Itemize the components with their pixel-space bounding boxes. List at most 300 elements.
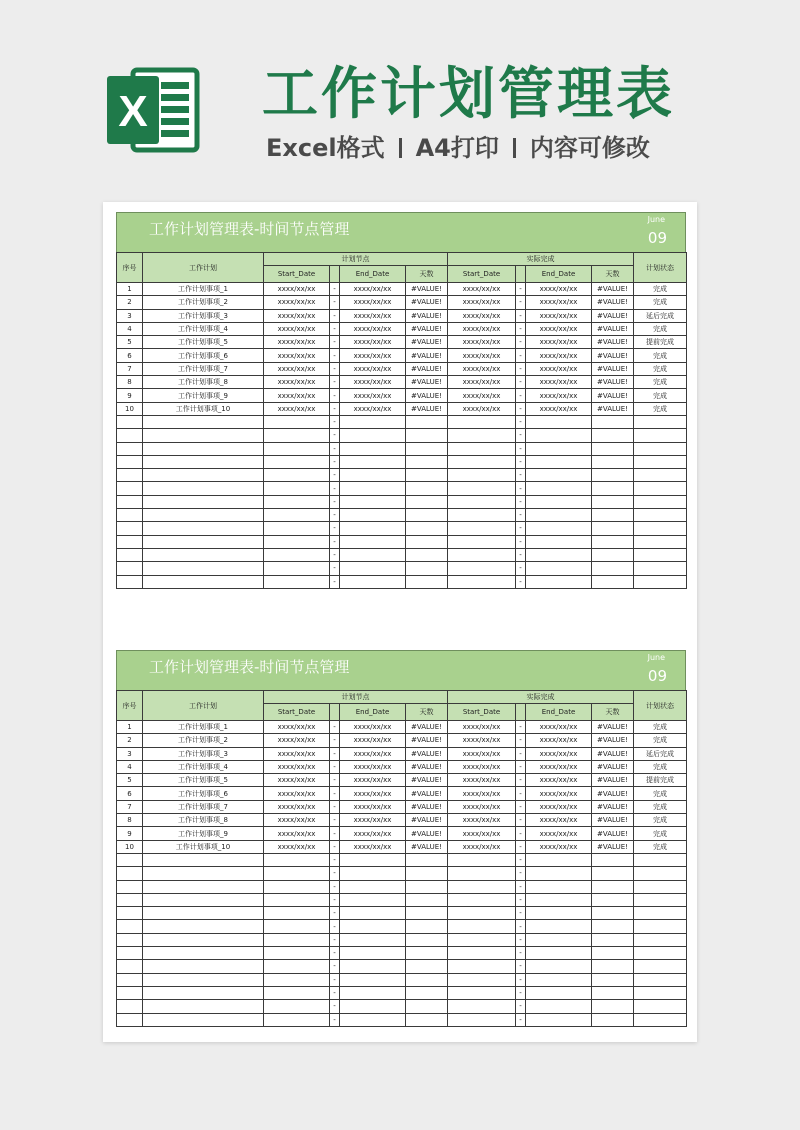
cell-a-end[interactable]: xxxx/xx/xx [526,734,592,747]
cell-empty[interactable]: - [516,947,526,960]
cell-a-start[interactable]: xxxx/xx/xx [448,283,516,296]
cell-empty[interactable] [592,562,634,575]
cell-empty[interactable] [264,907,330,920]
cell-a-end[interactable]: xxxx/xx/xx [526,827,592,840]
cell-empty[interactable]: - [516,960,526,973]
cell-empty[interactable] [143,867,264,880]
cell-empty[interactable]: - [516,933,526,946]
cell-status[interactable]: 完成 [634,322,687,335]
cell-status[interactable]: 完成 [634,362,687,375]
cell-item[interactable]: 工作计划事项_3 [143,747,264,760]
cell-p-sep[interactable]: - [330,774,340,787]
cell-empty[interactable] [143,907,264,920]
cell-no[interactable]: 9 [117,389,143,402]
cell-p-start[interactable]: xxxx/xx/xx [264,827,330,840]
cell-empty[interactable] [340,509,406,522]
cell-a-days[interactable]: #VALUE! [592,774,634,787]
cell-empty[interactable] [143,853,264,866]
cell-empty[interactable]: - [516,907,526,920]
cell-empty[interactable] [448,973,516,986]
cell-empty[interactable] [406,482,448,495]
cell-empty[interactable] [264,986,330,999]
cell-empty[interactable] [117,522,143,535]
cell-p-end[interactable]: xxxx/xx/xx [340,787,406,800]
cell-empty[interactable] [340,907,406,920]
cell-p-days[interactable]: #VALUE! [406,760,448,773]
cell-empty[interactable] [340,482,406,495]
cell-empty[interactable] [340,933,406,946]
cell-empty[interactable] [264,973,330,986]
cell-empty[interactable] [634,535,687,548]
cell-a-days[interactable]: #VALUE! [592,402,634,415]
cell-empty[interactable] [448,562,516,575]
cell-empty[interactable] [592,482,634,495]
cell-empty[interactable] [143,509,264,522]
cell-empty[interactable]: - [330,455,340,468]
cell-a-days[interactable]: #VALUE! [592,283,634,296]
cell-empty[interactable]: - [330,442,340,455]
cell-empty[interactable] [634,907,687,920]
cell-empty[interactable] [634,947,687,960]
cell-a-sep[interactable]: - [516,747,526,760]
cell-p-days[interactable]: #VALUE! [406,747,448,760]
cell-p-start[interactable]: xxxx/xx/xx [264,721,330,734]
cell-empty[interactable] [264,455,330,468]
cell-empty[interactable] [340,867,406,880]
cell-p-start[interactable]: xxxx/xx/xx [264,760,330,773]
cell-p-sep[interactable]: - [330,389,340,402]
cell-a-sep[interactable]: - [516,376,526,389]
cell-empty[interactable] [448,853,516,866]
cell-p-days[interactable]: #VALUE! [406,376,448,389]
cell-empty[interactable] [117,482,143,495]
cell-p-end[interactable]: xxxx/xx/xx [340,389,406,402]
cell-empty[interactable]: - [330,469,340,482]
cell-a-end[interactable]: xxxx/xx/xx [526,322,592,335]
cell-empty[interactable] [340,535,406,548]
cell-empty[interactable]: - [516,469,526,482]
cell-empty[interactable] [634,455,687,468]
cell-a-start[interactable]: xxxx/xx/xx [448,787,516,800]
cell-empty[interactable] [526,535,592,548]
cell-empty[interactable]: - [330,867,340,880]
cell-p-sep[interactable]: - [330,827,340,840]
cell-p-end[interactable]: xxxx/xx/xx [340,309,406,322]
cell-empty[interactable] [592,495,634,508]
cell-empty[interactable] [143,482,264,495]
cell-empty[interactable] [526,482,592,495]
cell-empty[interactable] [634,575,687,588]
cell-empty[interactable] [448,535,516,548]
cell-empty[interactable] [117,469,143,482]
cell-item[interactable]: 工作计划事项_5 [143,774,264,787]
cell-empty[interactable] [634,548,687,561]
cell-empty[interactable] [634,429,687,442]
cell-empty[interactable] [340,522,406,535]
cell-empty[interactable]: - [516,880,526,893]
cell-a-end[interactable]: xxxx/xx/xx [526,760,592,773]
cell-status[interactable]: 完成 [634,283,687,296]
cell-empty[interactable] [340,429,406,442]
cell-empty[interactable] [340,893,406,906]
cell-empty[interactable] [340,947,406,960]
cell-empty[interactable] [264,495,330,508]
cell-a-start[interactable]: xxxx/xx/xx [448,362,516,375]
cell-a-end[interactable]: xxxx/xx/xx [526,349,592,362]
cell-p-days[interactable]: #VALUE! [406,787,448,800]
cell-a-end[interactable]: xxxx/xx/xx [526,296,592,309]
cell-no[interactable]: 1 [117,721,143,734]
cell-empty[interactable]: - [330,522,340,535]
cell-empty[interactable] [406,853,448,866]
cell-empty[interactable]: - [516,893,526,906]
cell-a-days[interactable]: #VALUE! [592,800,634,813]
cell-empty[interactable] [448,482,516,495]
cell-empty[interactable] [448,867,516,880]
cell-empty[interactable] [592,509,634,522]
cell-empty[interactable] [526,947,592,960]
cell-p-end[interactable]: xxxx/xx/xx [340,827,406,840]
cell-empty[interactable] [634,469,687,482]
cell-empty[interactable]: - [516,522,526,535]
cell-p-sep[interactable]: - [330,336,340,349]
cell-empty[interactable] [340,880,406,893]
cell-empty[interactable] [117,455,143,468]
cell-p-days[interactable]: #VALUE! [406,800,448,813]
cell-no[interactable]: 7 [117,800,143,813]
cell-empty[interactable] [264,469,330,482]
cell-empty[interactable] [526,907,592,920]
cell-a-sep[interactable]: - [516,840,526,853]
cell-empty[interactable] [340,920,406,933]
cell-empty[interactable]: - [516,509,526,522]
cell-p-days[interactable]: #VALUE! [406,349,448,362]
cell-empty[interactable]: - [330,986,340,999]
cell-empty[interactable] [406,973,448,986]
cell-a-sep[interactable]: - [516,827,526,840]
cell-empty[interactable] [264,535,330,548]
cell-empty[interactable] [117,535,143,548]
cell-no[interactable]: 2 [117,734,143,747]
cell-status[interactable]: 延后完成 [634,309,687,322]
cell-empty[interactable] [526,1013,592,1026]
cell-empty[interactable] [264,920,330,933]
cell-empty[interactable] [143,986,264,999]
cell-a-start[interactable]: xxxx/xx/xx [448,336,516,349]
cell-empty[interactable] [406,575,448,588]
cell-empty[interactable] [592,548,634,561]
cell-empty[interactable] [592,960,634,973]
cell-p-end[interactable]: xxxx/xx/xx [340,774,406,787]
cell-empty[interactable] [117,973,143,986]
cell-no[interactable]: 4 [117,322,143,335]
cell-p-sep[interactable]: - [330,734,340,747]
cell-empty[interactable]: - [330,920,340,933]
cell-empty[interactable]: - [516,1013,526,1026]
cell-status[interactable]: 完成 [634,389,687,402]
cell-status[interactable]: 完成 [634,814,687,827]
cell-empty[interactable]: - [516,575,526,588]
cell-empty[interactable] [592,1013,634,1026]
cell-p-days[interactable]: #VALUE! [406,336,448,349]
cell-p-start[interactable]: xxxx/xx/xx [264,322,330,335]
cell-empty[interactable] [526,469,592,482]
cell-empty[interactable] [448,893,516,906]
cell-empty[interactable] [340,1000,406,1013]
cell-a-start[interactable]: xxxx/xx/xx [448,840,516,853]
cell-empty[interactable] [143,535,264,548]
cell-empty[interactable] [340,853,406,866]
cell-empty[interactable] [634,1000,687,1013]
cell-empty[interactable] [634,973,687,986]
cell-p-end[interactable]: xxxx/xx/xx [340,840,406,853]
cell-empty[interactable] [143,920,264,933]
cell-empty[interactable] [592,429,634,442]
cell-a-days[interactable]: #VALUE! [592,296,634,309]
cell-empty[interactable]: - [330,947,340,960]
cell-empty[interactable] [448,548,516,561]
cell-empty[interactable]: - [330,535,340,548]
cell-empty[interactable] [406,880,448,893]
cell-a-days[interactable]: #VALUE! [592,734,634,747]
cell-a-sep[interactable]: - [516,362,526,375]
cell-empty[interactable] [143,455,264,468]
cell-empty[interactable]: - [330,880,340,893]
cell-empty[interactable] [526,920,592,933]
cell-empty[interactable] [526,986,592,999]
cell-empty[interactable] [406,986,448,999]
cell-no[interactable]: 9 [117,827,143,840]
cell-empty[interactable] [448,1000,516,1013]
cell-empty[interactable] [526,429,592,442]
cell-empty[interactable] [526,495,592,508]
cell-empty[interactable] [526,880,592,893]
cell-empty[interactable] [634,986,687,999]
cell-empty[interactable] [143,429,264,442]
cell-empty[interactable] [143,947,264,960]
cell-a-start[interactable]: xxxx/xx/xx [448,349,516,362]
cell-empty[interactable]: - [330,482,340,495]
cell-empty[interactable] [592,535,634,548]
cell-p-sep[interactable]: - [330,840,340,853]
cell-p-days[interactable]: #VALUE! [406,296,448,309]
cell-empty[interactable] [406,933,448,946]
cell-p-end[interactable]: xxxx/xx/xx [340,296,406,309]
cell-p-sep[interactable]: - [330,760,340,773]
cell-a-days[interactable]: #VALUE! [592,840,634,853]
cell-status[interactable]: 完成 [634,376,687,389]
cell-a-sep[interactable]: - [516,774,526,787]
cell-empty[interactable] [406,1013,448,1026]
cell-a-start[interactable]: xxxx/xx/xx [448,389,516,402]
cell-empty[interactable] [340,1013,406,1026]
cell-p-sep[interactable]: - [330,747,340,760]
cell-status[interactable]: 完成 [634,734,687,747]
cell-no[interactable]: 6 [117,787,143,800]
cell-p-end[interactable]: xxxx/xx/xx [340,760,406,773]
cell-p-days[interactable]: #VALUE! [406,309,448,322]
cell-empty[interactable]: - [330,495,340,508]
cell-empty[interactable] [448,495,516,508]
cell-empty[interactable] [264,1013,330,1026]
cell-item[interactable]: 工作计划事项_10 [143,402,264,415]
cell-a-sep[interactable]: - [516,760,526,773]
cell-empty[interactable] [340,469,406,482]
cell-empty[interactable] [592,880,634,893]
cell-p-sep[interactable]: - [330,322,340,335]
cell-empty[interactable]: - [330,429,340,442]
cell-empty[interactable] [117,947,143,960]
cell-empty[interactable] [143,442,264,455]
cell-empty[interactable] [526,933,592,946]
cell-empty[interactable] [406,562,448,575]
cell-empty[interactable] [592,469,634,482]
cell-a-sep[interactable]: - [516,787,526,800]
cell-empty[interactable]: - [516,973,526,986]
cell-empty[interactable]: - [330,562,340,575]
cell-empty[interactable] [117,509,143,522]
cell-p-end[interactable]: xxxx/xx/xx [340,362,406,375]
cell-empty[interactable] [634,562,687,575]
cell-empty[interactable] [448,442,516,455]
cell-p-end[interactable]: xxxx/xx/xx [340,734,406,747]
cell-empty[interactable] [264,867,330,880]
cell-status[interactable]: 完成 [634,840,687,853]
cell-empty[interactable] [406,415,448,428]
cell-a-days[interactable]: #VALUE! [592,349,634,362]
cell-item[interactable]: 工作计划事项_1 [143,721,264,734]
cell-a-sep[interactable]: - [516,734,526,747]
cell-empty[interactable] [264,893,330,906]
cell-empty[interactable] [264,880,330,893]
cell-p-start[interactable]: xxxx/xx/xx [264,376,330,389]
cell-status[interactable]: 完成 [634,402,687,415]
cell-empty[interactable] [117,880,143,893]
cell-empty[interactable] [264,853,330,866]
cell-a-sep[interactable]: - [516,296,526,309]
cell-p-start[interactable]: xxxx/xx/xx [264,840,330,853]
cell-a-sep[interactable]: - [516,283,526,296]
cell-empty[interactable] [592,1000,634,1013]
cell-empty[interactable] [340,575,406,588]
cell-a-end[interactable]: xxxx/xx/xx [526,840,592,853]
cell-item[interactable]: 工作计划事项_8 [143,376,264,389]
cell-p-start[interactable]: xxxx/xx/xx [264,283,330,296]
cell-empty[interactable] [406,907,448,920]
cell-empty[interactable]: - [330,1013,340,1026]
cell-empty[interactable] [634,495,687,508]
cell-empty[interactable] [592,920,634,933]
cell-p-end[interactable]: xxxx/xx/xx [340,283,406,296]
cell-empty[interactable] [526,509,592,522]
cell-empty[interactable] [592,522,634,535]
cell-empty[interactable] [448,960,516,973]
cell-empty[interactable] [592,933,634,946]
cell-empty[interactable] [592,893,634,906]
cell-empty[interactable] [143,522,264,535]
cell-empty[interactable] [526,960,592,973]
cell-empty[interactable]: - [330,933,340,946]
cell-empty[interactable] [143,893,264,906]
cell-empty[interactable]: - [516,535,526,548]
cell-a-start[interactable]: xxxx/xx/xx [448,760,516,773]
cell-empty[interactable] [448,880,516,893]
cell-empty[interactable] [634,522,687,535]
cell-empty[interactable] [117,575,143,588]
cell-status[interactable]: 完成 [634,787,687,800]
cell-empty[interactable] [526,867,592,880]
cell-empty[interactable]: - [516,920,526,933]
cell-item[interactable]: 工作计划事项_9 [143,389,264,402]
cell-no[interactable]: 3 [117,309,143,322]
cell-empty[interactable] [117,1000,143,1013]
cell-a-end[interactable]: xxxx/xx/xx [526,389,592,402]
cell-status[interactable]: 完成 [634,800,687,813]
cell-empty[interactable] [634,920,687,933]
cell-empty[interactable]: - [516,482,526,495]
cell-empty[interactable] [592,853,634,866]
cell-empty[interactable] [117,933,143,946]
cell-a-end[interactable]: xxxx/xx/xx [526,787,592,800]
cell-empty[interactable] [406,522,448,535]
cell-empty[interactable] [526,853,592,866]
cell-empty[interactable] [634,933,687,946]
cell-a-end[interactable]: xxxx/xx/xx [526,376,592,389]
cell-a-days[interactable]: #VALUE! [592,814,634,827]
cell-empty[interactable] [117,920,143,933]
cell-a-end[interactable]: xxxx/xx/xx [526,747,592,760]
cell-empty[interactable] [526,455,592,468]
cell-empty[interactable] [340,548,406,561]
cell-empty[interactable]: - [516,442,526,455]
cell-a-days[interactable]: #VALUE! [592,827,634,840]
cell-empty[interactable] [406,442,448,455]
cell-a-end[interactable]: xxxx/xx/xx [526,800,592,813]
cell-empty[interactable] [264,482,330,495]
cell-empty[interactable] [143,495,264,508]
cell-empty[interactable] [264,442,330,455]
cell-item[interactable]: 工作计划事项_1 [143,283,264,296]
cell-a-sep[interactable]: - [516,322,526,335]
cell-empty[interactable] [340,455,406,468]
cell-empty[interactable] [143,1013,264,1026]
cell-empty[interactable] [143,973,264,986]
cell-empty[interactable] [143,415,264,428]
cell-empty[interactable]: - [330,548,340,561]
cell-empty[interactable]: - [516,1000,526,1013]
cell-a-start[interactable]: xxxx/xx/xx [448,800,516,813]
cell-empty[interactable]: - [330,960,340,973]
cell-a-days[interactable]: #VALUE! [592,362,634,375]
cell-p-sep[interactable]: - [330,362,340,375]
cell-empty[interactable] [406,495,448,508]
cell-empty[interactable] [448,415,516,428]
cell-item[interactable]: 工作计划事项_4 [143,760,264,773]
cell-a-sep[interactable]: - [516,721,526,734]
cell-empty[interactable]: - [330,1000,340,1013]
cell-empty[interactable] [143,960,264,973]
cell-p-days[interactable]: #VALUE! [406,322,448,335]
cell-a-days[interactable]: #VALUE! [592,760,634,773]
cell-a-start[interactable]: xxxx/xx/xx [448,747,516,760]
cell-p-start[interactable]: xxxx/xx/xx [264,389,330,402]
cell-empty[interactable] [526,442,592,455]
cell-item[interactable]: 工作计划事项_9 [143,827,264,840]
cell-p-sep[interactable]: - [330,800,340,813]
cell-empty[interactable] [526,562,592,575]
cell-empty[interactable] [592,415,634,428]
cell-a-days[interactable]: #VALUE! [592,787,634,800]
